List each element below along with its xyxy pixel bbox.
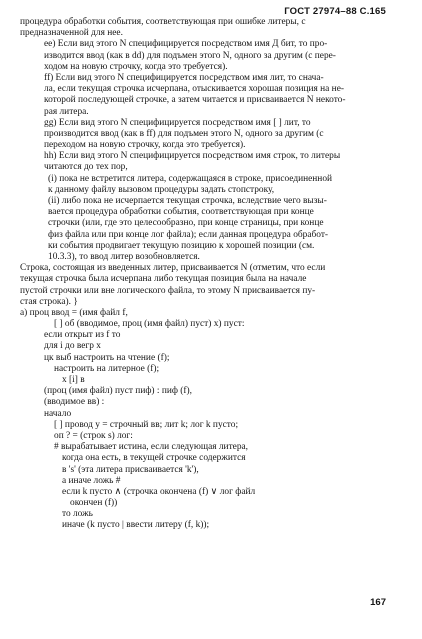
text-line: # вырабатывает истина, если следующая литера, xyxy=(54,442,249,453)
text-line: начало xyxy=(44,408,72,419)
text-line: (вводимое вв) : xyxy=(44,397,105,408)
text-line: (i) пока не встретится литера, содержащаяся в строке, присоединенной xyxy=(48,173,333,184)
text-line: [ ] провод у = строчный вв; лит k; лог k пусто; xyxy=(54,419,239,430)
text-line: ff) Если вид этого N специфицируется посредством имя лит, то снача- xyxy=(44,72,324,83)
text-line: переходом на новую строчку, когда это требуется). xyxy=(44,140,246,151)
page-number: 167 xyxy=(370,597,386,608)
text-line: 10.3.3), то ввод литер возобновляется. xyxy=(48,251,200,262)
text-line: когда она есть, в текущей строчке содержится xyxy=(62,453,246,464)
text-line: х [i] в xyxy=(62,375,85,385)
text-line: gg) Если вид этого N специфицируется посредством имя [ ] лит, то xyxy=(44,117,311,128)
text-line: читаются до тех пор, xyxy=(44,162,128,173)
text-line: а) проц ввод = (имя файл f, xyxy=(20,307,128,318)
text-line: окончен (f)) xyxy=(70,498,118,509)
text-line: иначе (k пусто | ввести литеру (f, k)); xyxy=(62,520,210,531)
text-line: оп ? = (строк s) лог: xyxy=(54,430,133,441)
text-line: строчки (или, где это целесообразно, при конце страницы, при конце xyxy=(48,218,324,229)
text-line: ки события продвигает текущую позицию к хорошей позиции (см. xyxy=(48,240,315,251)
text-line: для i до вегр х xyxy=(44,341,101,352)
text-line: рая литера. xyxy=(44,106,89,117)
text-line: (проц (имя файл) пуст пиф) : пиф (f), xyxy=(44,386,192,397)
text-line: Строка, состоящая из введенных литер, присваивается N (отметим, что если xyxy=(20,263,326,274)
text-line: а иначе ложь # xyxy=(62,475,121,486)
text-line: если открыт из f то xyxy=(44,330,121,341)
text-line: к данному файлу вызовом процедуры задать стопстроку, xyxy=(48,184,275,195)
text-line: (ii) либо пока не исчерпается текущая строчка, вследствие чего вызы- xyxy=(48,196,327,206)
text-line: которой последующей строчке, а затем читается и присваивается N некото- xyxy=(44,95,346,106)
text-line: настроить на литерное (f); xyxy=(54,363,160,374)
text-line: вается процедура обработки события, соответствующая при конце xyxy=(48,207,314,218)
text-line: цк выб настроить на чтение (f); xyxy=(44,352,170,363)
text-line: предназначенной для нее. xyxy=(20,28,123,39)
text-line: стая строка). } xyxy=(20,296,78,307)
body-text xyxy=(20,17,412,532)
text-line: процедура обработки события, соответствующая при ошибке литеры, с xyxy=(20,17,306,27)
text-line: [ ] об (вводимое, проц (имя файл) пуст) х) пуст: xyxy=(54,319,245,330)
text-line: то ложь xyxy=(62,509,93,520)
text-line: в 's' (эта литера присваивается 'k'), xyxy=(62,464,199,475)
running-header: ГОСТ 27974–88 С.165 xyxy=(284,6,386,17)
text-line: ее) Если вид этого N специфицируется посредством имя Д бит, то про- xyxy=(44,39,328,50)
text-line: если k пусто ∧ (строчка окончена (f) ∨ лог файл xyxy=(62,486,256,497)
text-line: пустой строчки или вне логического файла, то этому N присваивается пу- xyxy=(20,285,316,296)
text-line: текущая строчка была исчерпана либо текущая позиция была на начале xyxy=(20,274,307,285)
text-line: ла, если текущая строчка исчерпана, отыскивается хорошая позиция на не- xyxy=(44,84,344,95)
text-line: изводится ввод (как в dd) для подъмен этого N, одного за другим (с пере- xyxy=(44,50,336,61)
text-line: производится ввод (как в ff) для подъмен этого N, одного за другим (с xyxy=(44,128,324,139)
text-line: физ файла или при конце лог файла); если данная процедура обработ- xyxy=(48,229,329,240)
text-line: ходом на новую строчку, когда это требуется). xyxy=(44,61,228,72)
text-line: hh) Если вид этого N специфицируется посредством имя строк, то литеры xyxy=(44,151,341,162)
